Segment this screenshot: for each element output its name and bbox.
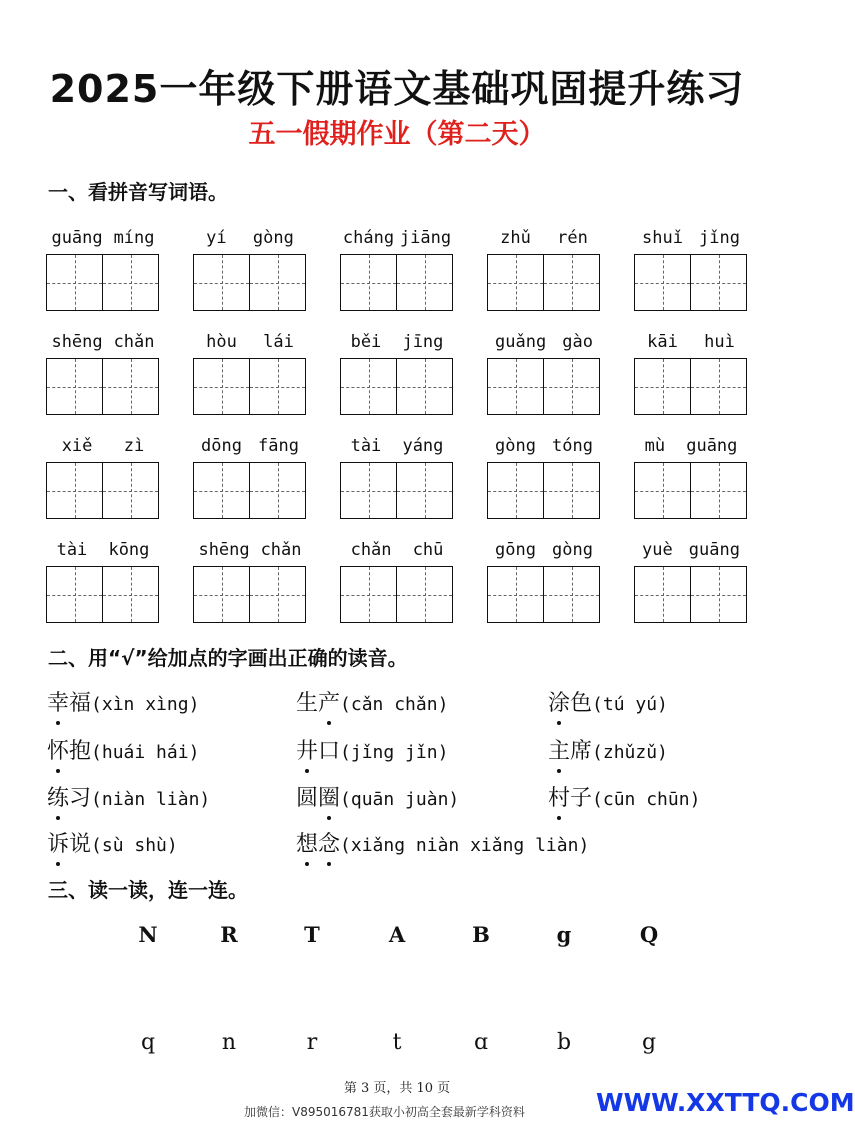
word [47,691,91,716]
writing-boxes [193,566,307,623]
pinyin-syllable: hòu [206,332,237,352]
dotted-char: 幸 [47,686,69,717]
tianzige-box[interactable] [634,566,691,623]
pinyin-syllable: jiāng [399,228,452,248]
reading-options[interactable]: (tú yú) [592,694,668,715]
pinyin-syllable: yí [206,228,227,248]
reading-options[interactable]: (huái hái) [91,742,200,763]
reading-choice-item[interactable] [296,781,459,812]
pinyin-label [193,328,307,352]
pinyin-syllable: xiě [61,436,93,456]
uppercase-letter[interactable]: Q [639,922,659,947]
word-char: 习 [69,786,92,811]
tianzige-box[interactable] [634,358,691,415]
watermark-logo: WWW.XXTTQ.COM [596,1088,855,1117]
pinyin-syllable: gào [562,332,593,352]
pinyin-syllable: yáng [402,436,444,456]
reading-options[interactable]: (quān juàn) [340,789,460,810]
reading-choice-item[interactable] [548,686,668,717]
word [47,786,91,811]
pinyin-syllable: shēng [51,332,103,352]
reading-choice-item[interactable] [296,734,448,765]
dotted-char: 主 [548,734,570,765]
dotted-char: 产 [318,686,340,717]
pinyin-syllable: guǎng [495,332,547,352]
tianzige-box[interactable] [103,566,159,623]
word-cell [634,536,748,626]
page-number: 第 3 页，共 10 页 [343,1081,451,1096]
tianzige-box[interactable] [103,254,159,311]
tianzige-box[interactable] [193,254,250,311]
pinyin-syllable: dōng [201,436,242,456]
tianzige-box[interactable] [487,566,544,623]
reading-choice-item[interactable] [47,781,210,812]
word [296,691,340,716]
tianzige-box[interactable] [250,462,306,519]
word-cell [487,536,601,626]
word-cell [340,432,454,522]
reading-choice-item[interactable] [296,827,589,858]
lowercase-letter[interactable]: t [392,1030,402,1055]
word-char: 席 [570,739,593,764]
word [296,739,340,764]
pinyin-syllable: yuè [642,540,673,560]
pinyin-syllable: cháng [342,228,395,248]
tianzige-box[interactable] [103,462,159,519]
word-char: 生 [296,691,319,716]
pinyin-syllable: tóng [552,436,593,456]
pinyin-label [193,432,307,456]
pinyin-syllable: guāng [51,228,103,248]
word-char: 福 [69,691,92,716]
pinyin-syllable: shuǐ [642,228,683,248]
pinyin-label [487,432,601,456]
word-cell [340,224,454,314]
dotted-char: 圈 [318,781,340,812]
word-cell [634,224,748,314]
uppercase-letter[interactable]: A [388,922,406,947]
reading-choice-item[interactable] [548,734,668,765]
dotted-char: 想 [296,827,318,858]
pinyin-row [46,224,756,324]
dotted-char: 村 [548,781,570,812]
word-cell [487,432,601,522]
pinyin-syllable: tài [56,540,88,560]
pinyin-syllable: zì [123,436,145,456]
word-cell [487,328,601,418]
pinyin-label [487,536,601,560]
tianzige-box[interactable] [250,254,306,311]
word-char: 圆 [296,786,319,811]
word-char: 色 [570,691,593,716]
pinyin-label [487,224,601,248]
pinyin-syllable: chū [412,540,444,560]
pinyin-label [487,328,601,352]
tianzige-box[interactable] [397,462,453,519]
word-cell [46,432,160,522]
reading-choice-item[interactable] [47,827,178,858]
lowercase-letter[interactable]: n [221,1030,237,1055]
word [548,739,592,764]
writing-boxes [634,566,748,623]
page-title: 2025一年级下册语文基础巩固提升练习 [49,67,745,111]
lowercase-letter[interactable]: r [306,1030,318,1055]
dotted-char: 诉 [47,827,69,858]
tianzige-box[interactable] [544,462,600,519]
dotted-char: 井 [296,734,318,765]
tianzige-box[interactable] [544,566,600,623]
tianzige-box[interactable] [46,254,103,311]
pinyin-syllable: chǎn [260,540,302,560]
reading-options[interactable]: (cūn chūn) [592,789,701,810]
pinyin-syllable: míng [113,228,155,248]
word [296,786,340,811]
tianzige-box[interactable] [487,254,544,311]
writing-boxes [487,358,601,415]
pinyin-label [634,224,748,248]
tianzige-box[interactable] [397,254,453,311]
reading-options[interactable]: (xìn xìng) [91,694,200,715]
pinyin-syllable: gòng [552,540,593,560]
writing-boxes [46,254,160,311]
word-char: 说 [69,832,92,857]
reading-choice-item[interactable] [296,686,448,717]
pinyin-syllable: gōng [495,540,536,560]
writing-boxes [487,566,601,623]
pinyin-syllable: jīng [402,332,444,352]
pinyin-syllable: mù [644,436,666,456]
section-1-heading: 一、看拼音写词语。 [48,180,228,204]
tianzige-box[interactable] [340,254,397,311]
word [47,739,91,764]
pinyin-row [46,432,756,532]
writing-boxes [340,254,454,311]
reading-options[interactable]: (xiǎng niàn xiǎng liàn) [340,835,590,856]
word-char: 抱 [69,739,92,764]
tianzige-box[interactable] [634,462,691,519]
writing-boxes [193,358,307,415]
section-2-heading: 二、用“√”给加点的字画出正确的读音。 [48,646,408,670]
pinyin-label [46,432,160,456]
dotted-char: 念 [318,827,340,858]
lowercase-letter[interactable]: q [140,1030,156,1055]
tianzige-box[interactable] [46,462,103,519]
lowercase-letter[interactable]: b [556,1030,572,1055]
writing-boxes [634,358,748,415]
pinyin-syllable: shēng [198,540,250,560]
writing-boxes [340,462,454,519]
word-char: 口 [318,739,341,764]
word-cell [46,224,160,314]
pinyin-syllable: kāi [647,332,678,352]
pinyin-label [193,536,307,560]
word-cell [193,224,307,314]
reading-options[interactable]: (sù shù) [91,835,178,856]
uppercase-letter[interactable]: T [304,922,320,947]
pinyin-label [46,536,160,560]
pinyin-label [340,224,454,248]
word-cell [487,224,601,314]
tianzige-box[interactable] [397,566,453,623]
word-cell [634,432,748,522]
reading-options[interactable]: (jǐng jǐn) [340,742,449,763]
reading-choice-item[interactable] [47,734,199,765]
writing-boxes [487,462,601,519]
writing-boxes [487,254,601,311]
pinyin-label [46,328,160,352]
uppercase-letter[interactable]: B [472,922,490,947]
writing-boxes [46,566,160,623]
tianzige-box[interactable] [691,462,747,519]
pinyin-syllable: jǐng [699,228,740,248]
tianzige-box[interactable] [634,254,691,311]
tianzige-box[interactable] [193,566,250,623]
word-cell [634,328,748,418]
word-char: 子 [570,786,593,811]
pinyin-syllable: běi [350,332,382,352]
pinyin-syllable: chǎn [113,332,155,352]
tianzige-box[interactable] [46,358,103,415]
pinyin-label [634,328,748,352]
writing-boxes [634,462,748,519]
writing-boxes [634,254,748,311]
pinyin-syllable: rén [557,228,588,248]
reading-options[interactable]: (niàn liàn) [91,789,211,810]
tianzige-box[interactable] [193,462,250,519]
uppercase-letter[interactable]: g [556,922,572,947]
tianzige-box[interactable] [397,358,453,415]
dotted-char: 涂 [548,686,570,717]
writing-boxes [46,358,160,415]
pinyin-syllable: tài [350,436,382,456]
dotted-char: 练 [47,781,69,812]
reading-choice-item[interactable] [47,686,199,717]
pinyin-syllable: fāng [258,436,299,456]
tianzige-box[interactable] [691,358,747,415]
dotted-char: 怀 [47,734,69,765]
pinyin-syllable: kōng [108,540,150,560]
pinyin-syllable: gòng [252,228,294,248]
pinyin-syllable: chǎn [350,540,392,560]
tianzige-box[interactable] [340,566,397,623]
pinyin-syllable: gòng [495,436,536,456]
pinyin-row [46,328,756,428]
tianzige-box[interactable] [691,254,747,311]
tianzige-box[interactable] [340,358,397,415]
pinyin-label [634,432,748,456]
pinyin-row [46,536,756,636]
pinyin-label [340,328,454,352]
tianzige-box[interactable] [250,566,306,623]
word-cell [46,328,160,418]
reading-options[interactable]: (cǎn chǎn) [340,694,449,715]
pinyin-syllable: lái [263,332,294,352]
tianzige-box[interactable] [544,358,600,415]
tianzige-box[interactable] [544,254,600,311]
word-cell [193,432,307,522]
word-cell [46,536,160,626]
tianzige-box[interactable] [340,462,397,519]
tianzige-box[interactable] [46,566,103,623]
writing-boxes [340,566,454,623]
writing-boxes [46,462,160,519]
word-cell [193,536,307,626]
tianzige-box[interactable] [487,358,544,415]
reading-choice-item[interactable] [548,781,700,812]
pinyin-syllable: zhǔ [500,228,531,248]
lowercase-letter[interactable]: g [641,1030,657,1055]
pinyin-label [340,432,454,456]
pinyin-label [46,224,160,248]
tianzige-box[interactable] [103,358,159,415]
word-cell [340,536,454,626]
pinyin-label [193,224,307,248]
writing-boxes [193,254,307,311]
reading-options[interactable]: (zhǔzǔ) [592,742,668,763]
writing-boxes [193,462,307,519]
word-cell [193,328,307,418]
uppercase-letter[interactable]: N [138,922,158,947]
word [296,832,340,857]
word [548,691,592,716]
pinyin-label [634,536,748,560]
contact-note: 加微信：V895016781获取小初高全套最新学科资料 [244,1105,525,1119]
word [548,786,592,811]
section-3-heading: 三、读一读，连一连。 [48,878,248,902]
page-subtitle: 五一假期作业（第二天） [248,119,546,150]
pinyin-label [340,536,454,560]
tianzige-box[interactable] [487,462,544,519]
tianzige-box[interactable] [691,566,747,623]
word-cell [340,328,454,418]
tianzige-box[interactable] [193,358,250,415]
tianzige-box[interactable] [250,358,306,415]
lowercase-letter[interactable]: ɑ [473,1030,489,1055]
word [47,832,91,857]
pinyin-syllable: huì [704,332,735,352]
writing-boxes [340,358,454,415]
uppercase-letter[interactable]: R [220,922,238,947]
pinyin-syllable: guāng [686,436,738,456]
pinyin-syllable: guāng [688,540,740,560]
